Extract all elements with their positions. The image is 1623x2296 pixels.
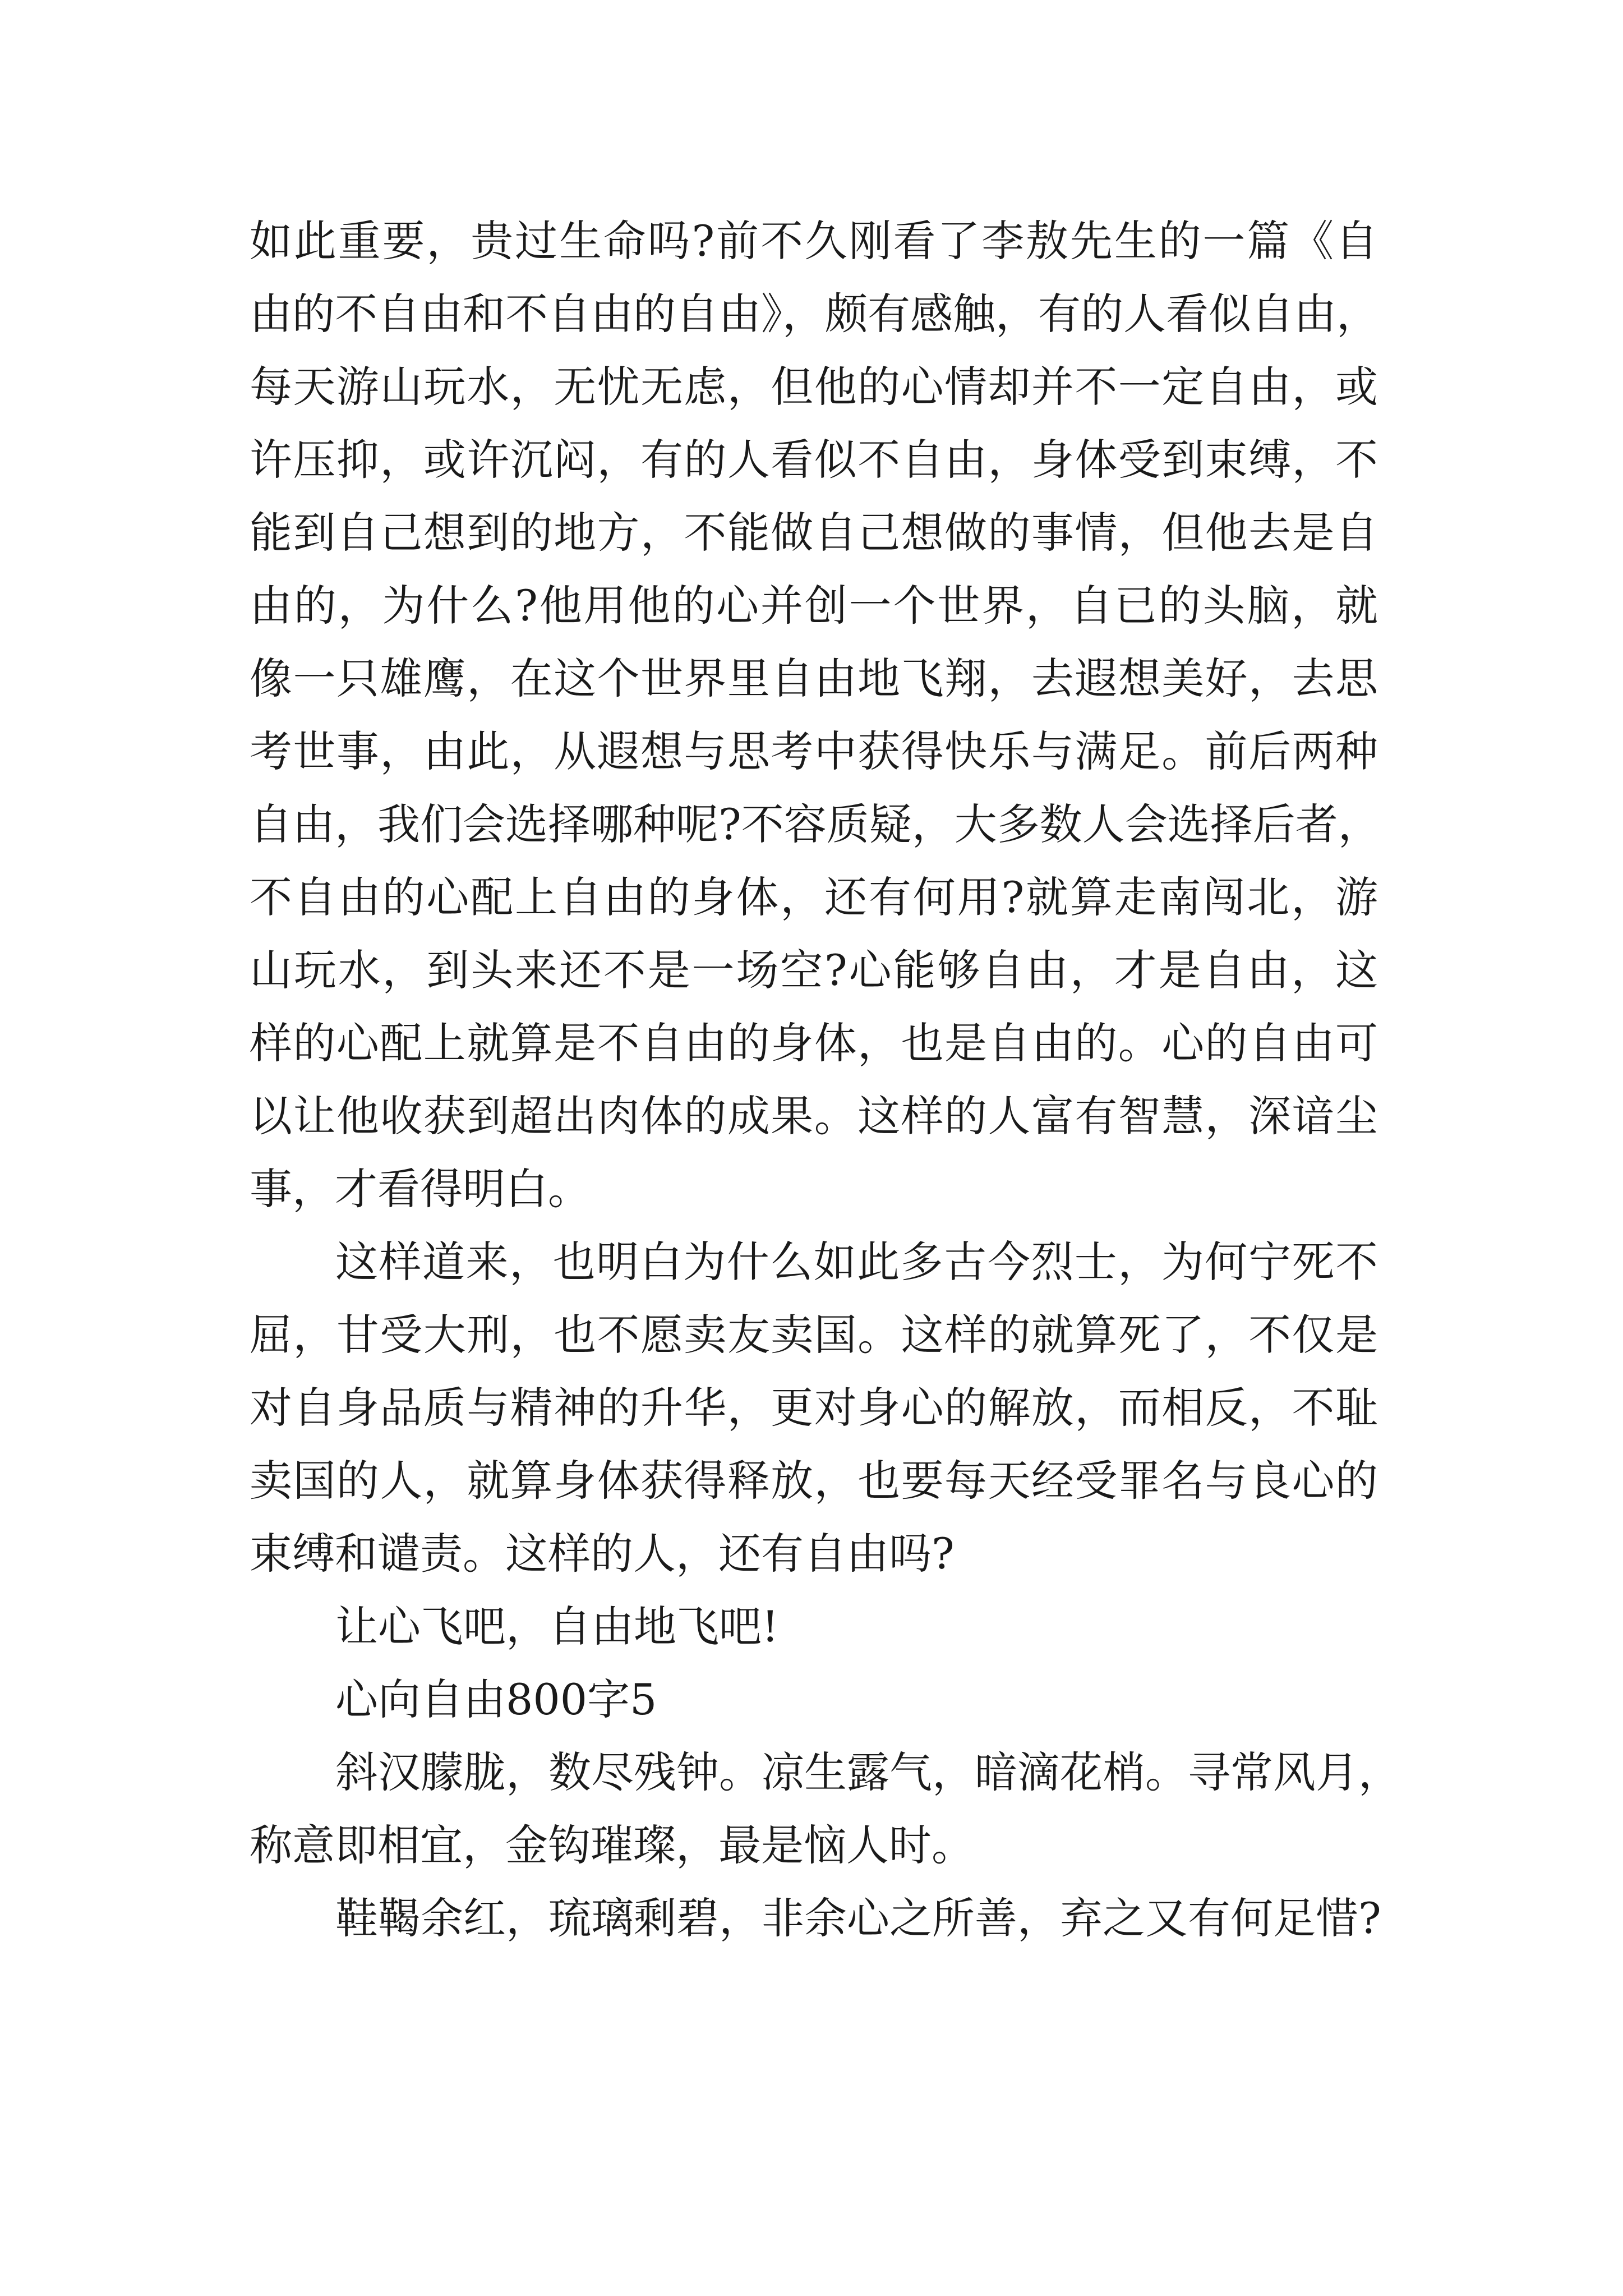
text-line: 像一只雄鹰，在这个世界里自由地飞翔，去遐想美好，去思 [250,654,1378,703]
section-heading: 心向自由800字5 [335,1674,657,1724]
text-line: 这样道来，也明白为什么如此多古今烈士，为何宁死不 [335,1237,1378,1287]
text-line: 许压抑，或许沉闷，有的人看似不自由，身体受到束缚，不 [250,435,1378,485]
text-line: 卖国的人，就算身体获得释放，也要每天经受罪名与良心的 [250,1456,1378,1506]
text-line: 事，才看得明白。 [250,1164,591,1214]
text-line: 由的不自由和不自由的自由》，颇有感触，有的人看似自由， [250,289,1379,339]
text-line: 考世事，由此，从遐想与思考中获得快乐与满足。前后两种 [250,726,1378,776]
text-line: 屈，甘受大刑，也不愿卖友卖国。这样的就算死了，不仅是 [250,1310,1378,1360]
text-line: 以让他收获到超出肉体的成果。这样的人富有智慧，深谙尘 [250,1091,1378,1141]
text-line: 让心飞吧，自由地飞吧! [335,1602,779,1651]
text-line: 如此重要，贵过生命吗?前不久刚看了李敖先生的一篇《自 [250,216,1378,266]
text-line: 能到自己想到的地方，不能做自己想做的事情，但他去是自 [250,508,1378,558]
text-line: 每天游山玩水，无忧无虑，但他的心情却并不一定自由，或 [250,362,1378,412]
text-line: 山玩水，到头来还不是一场空?心能够自由，才是自由，这 [250,945,1378,995]
text-line: 不自由的心配上自由的身体，还有何用?就算走南闯北，游 [250,872,1378,922]
text-line: 对自身品质与精神的升华，更对身心的解放，而相反，不耻 [250,1383,1378,1433]
text-line: 斜汉朦胧，数尽残钟。凉生露气，暗滴花梢。寻常风月， [335,1747,1401,1797]
text-line: 称意即相宜，金钩璀璨，最是恼人时。 [250,1820,974,1870]
text-line: 由的，为什么?他用他的心并创一个世界，自已的头脑，就 [250,581,1378,631]
text-line: 样的心配上就算是不自由的身体，也是自由的。心的自由可 [250,1018,1378,1068]
text-line: 束缚和谴责。这样的人，还有自由吗? [250,1529,955,1579]
text-line: 鞋鞨余红，琉璃剩碧，非余心之所善，弃之又有何足惜? [335,1893,1381,1943]
text-line: 自由，我们会选择哪种呢?不容质疑，大多数人会选择后者， [250,799,1381,849]
